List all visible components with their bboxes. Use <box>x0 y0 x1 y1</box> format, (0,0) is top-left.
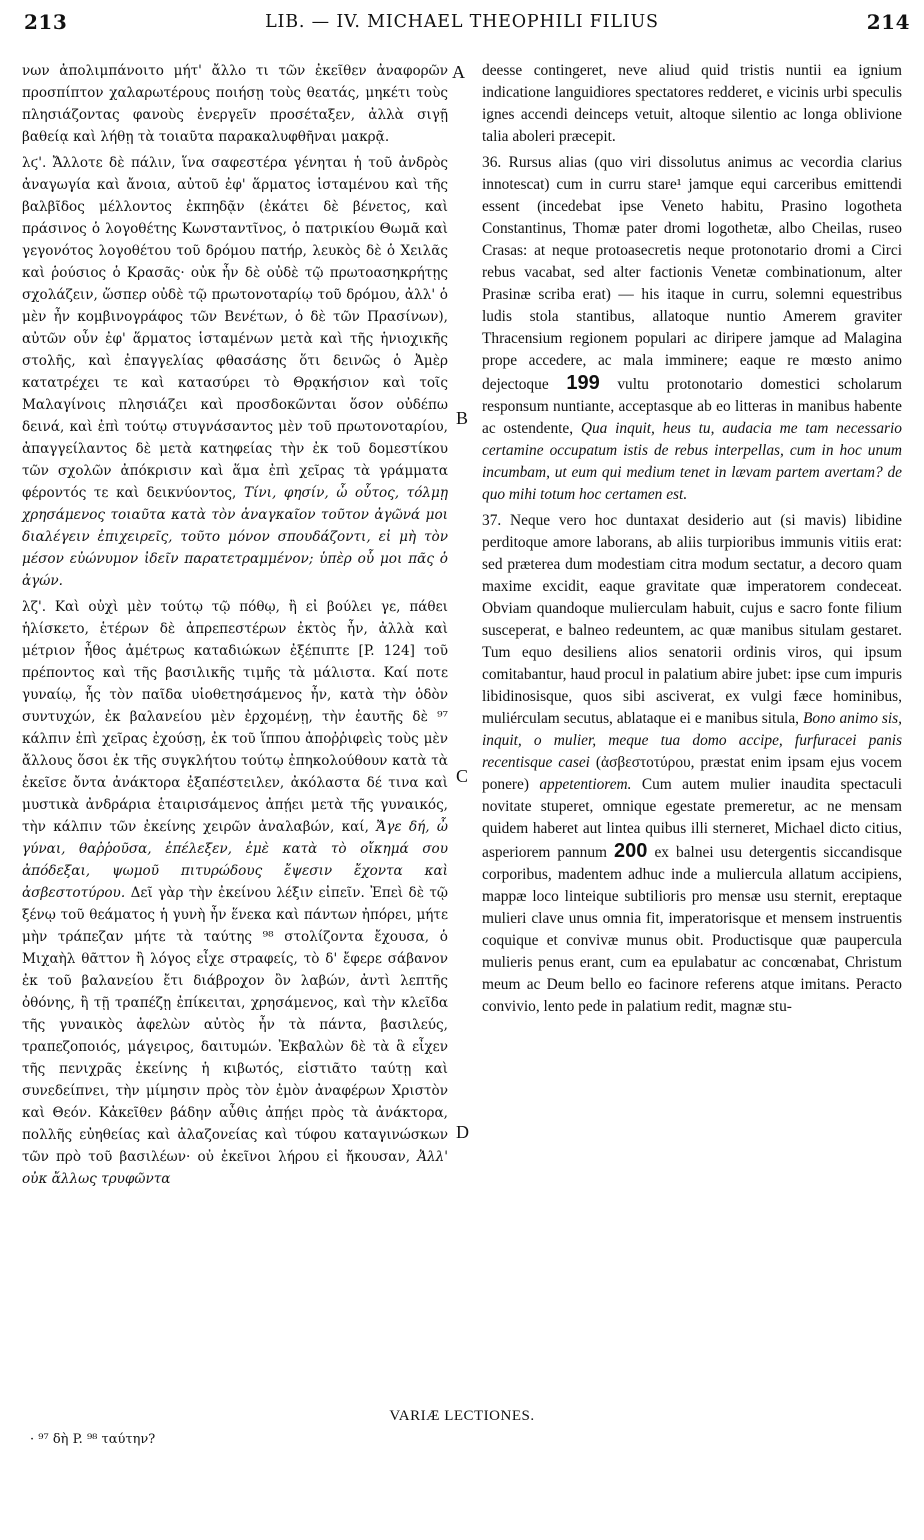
greek-paragraph-36 <box>22 152 448 592</box>
greek-speech: Τίνι, φησίν, ὦ οὗτος, τόλμῃ χρησάμενος τοιαῦτα κατὰ τὸν ἀναγκαῖον τοῦτον ἀγῶνά μοι διαλέγειν ἐπιχειρεῖς, τοῦτο μόνον σπουδάζοντι, εἰ μὴ τὸν μέσον εὐώνυμον ἰδεῖν παρατετραμμένον; ὑπὲρ οὗ μοι πᾶς ὁ ἀγών. <box>22 485 448 589</box>
page-number-left: 213 <box>24 10 68 34</box>
greek-paragraph-37 <box>22 596 448 1190</box>
margin-letter-b: B <box>456 408 469 428</box>
latin-speech: Bono animo sis, inquit, o mulier, meque tua domo accipe, furfuracei panis recentisque casei <box>482 710 902 771</box>
greek-column <box>22 60 448 1190</box>
latin-text: 37. Neque vero hoc duntaxat desiderio aut (si mavis) libidine perditoque amore laborans, ab aliis turpioribus immunis vitiis erat: sed præterea dum modestiam citra modum sectatur, a decoro quam maxime excidit, eaque gravitate quæ imperatorem condeceat. Obviam quandoque mulierculam habuit, cujus e sacro fonte filium susceperat, e balneo redeuntem, ac quæ manibus situlam gestaret. Tum equo desiliens alios senatorii ordinis viros, qui ipsum comitabantur, haud procul in palatium abire jubet: ipse cum impuris libidinosisque, quos sibi asciverat, ex vulgi fæce hominibus, muliérculam secutus, ablataque ei e manibus situla, <box>482 512 902 727</box>
latin-speech: Qua inquit, heus tu, audacia me tam necessario certamine occupatum istis de rebus interpellas, cum in hoc unum incumbam, ut eum qui medium tenet in lævam partem avertam? de quo mihi totum hoc certamen est. <box>482 420 902 503</box>
margin-letter-c: C <box>456 766 469 786</box>
greek-paragraph-1: νων ἀπολιμπάνοιτο μήτ' ἄλλο τι τῶν ἐκεῖθεν ἀναφορῶν προσπίπτον χαλαρωτέρους ποιήσῃ τοὺς θεατάς, μηκέτι τοὺς πλησιάζοντας φανοὺς ἐνεργεῖν προσέταξεν, ἀλλὰ σιγῇ βαθείᾳ καὶ λήθῃ τὰ τοιαῦτα παρακαλυφθῆναι μακρᾷ. <box>22 63 448 145</box>
page-number-right: 214 <box>866 10 910 34</box>
margin-letter-d: D <box>456 1122 469 1142</box>
latin-speech: appetentiorem. <box>539 776 632 793</box>
latin-text: Cum autem mulier inaudita spectaculi novitate stuperet, omnique egestate premeretur, ac ne mensam quidem haberet aut lintea quibus illi sterneret, Michael dicto citius, asperiorem pannum <box>482 776 902 861</box>
greek-speech: Ἀλλ' οὐκ ἄλλως τρυφῶντα <box>22 1149 448 1187</box>
variae-lectiones-heading: VARIÆ LECTIONES. <box>389 1408 535 1424</box>
greek-text: λϛ'. Ἄλλοτε δὲ πάλιν, ἵνα σαφεστέρα γένηται ἡ τοῦ ἀνδρὸς ἀναγωγία καὶ ἄνοια, αὐτοῦ ἐφ' ἅρματος ἱσταμένου καὶ τῆς βαλβῖδος μέλλοντος ἐκπηδᾷν (ἐκάτει δὲ βένετος, καὶ πράσινος ὁ λογοθέτης Κωνσταντῖνος, ὁ πατρικίου Θωμᾶ καὶ γεγονότος λογοθέτου τοῦ δρόμου πατήρ, λευκὸς δὲ ὁ Χειλᾶς καὶ ῥούσιος ὁ Κρασᾶς· οὐκ ἦν δὲ οὐδὲ τῷ πρωτοασηκρήτῃς σχολάζειν, ὥσπερ οὐδὲ τῷ πρωτονοταρίῳ τοῦ δρόμου, ἀλλ' ὁ μὲν ἦν κομβινογράφος τῶν Βενέτων, ὁ δὲ τῶν Πρασίνων), αὐτῶν οὖν ἐφ' ἅρματος ἱσταμένων μετὰ καὶ τῆς ἡνιοχικῆς στολῆς, καὶ ἐπαγγελίας φθασάσης ὅτι δεινῶς ὁ Ἀμὲρ κατατρέχει τε καὶ κατασύρει τὸ Θρᾳκήσιον καὶ τοῖς Μαλαγίνοις πλησιάζει καὶ προσδοκῶνται ὅσον οὐδέπω δεινά, καὶ ἐπὶ τούτῳ στυγνάσαντος μὲν τοῦ πρωτονοταρίου, ἀπαγγείλαντος δὲ μετὰ κατηφείας τὴν ἐκ τοῦ δομεστίκου τῶν σχολῶν ἀπόκρισιν καὶ ἅμα ἐπὶ χεῖρας τὰ γράμματα φέροντός τε καὶ δεικνύοντος, <box>22 155 448 501</box>
latin-text: 36. Rursus alias (quo viri dissolutus animus ac vecordia clarius innotescat) cum in curru stare¹ jamque equi carceribus emittendi essent (incedebat ipse Veneto habitu, Prasino logotheta Constantinus, Thomæ pater dromi logothetæ, albo Cheilas, ruseo Crasas: at neque protoasecretis neque protonotario dromi a Circi rebus vacabat, sed alter factionis Venetæ combinationum, alter Prasinæ scriba erat) — his itaque in curru, solemni equestribus ludis stola stantibus, allatoque nuntio Amerem graviter Thracensium regionem populari ac diripere jamque ad Malagina prope accedere, ac mala imminere; eaque re mœsto animo dejectoque <box>482 154 902 393</box>
greek-speech: Ἄγε δή, ὦ γύναι, θαῤῥοῦσα, ἐπέλεξεν, ἐμὲ κατὰ τὸ οἴκημά σου ἀπόδεξαι, ψωμοῦ πιτυρώδους ἔψεσιν ἔχοντα καὶ ἀσβεστοτύρου. <box>22 819 449 901</box>
page-header <box>0 10 924 50</box>
latin-text: (ἀσβεστοτύρου, præstat enim ipsam ejus vocem ponere) <box>482 754 903 793</box>
latin-text: vultu protonotario domestici scholarum responsum nuntiante, acceptasque ab eo litteras in manibus habente ac ostendente, <box>482 376 902 437</box>
greek-text: Δεῖ γὰρ τὴν ἐκείνου λέξιν εἰπεῖν. Ἐπεὶ δὲ τῷ ξένῳ τοῦ θεάματος ἡ γυνὴ ἦν ἕνεκα καὶ πάντων ἠπόρει, μήτε μὴν τράπεζαν μήτε τὰ ταύτης ⁹⁸ στολίζοντα ἔχουσα, ὁ Μιχαὴλ θᾶττον ἢ λόγος εἶχε στραφείς, τὸ δ' ἔφερε σάβανον ἐκ τοῦ βαλανείου ἔτι διάβροχον ὂν λαβών, ἀντὶ λεπτῆς ὀθόνης, ἢ τῇ τραπέζῃ ἐπίκειται, χρησάμενος, καὶ τὴν κλεῖδα τῆς γυναικὸς ἀφελὼν αὐτὸς ἦν τὰ πάντα, βασιλεύς, τραπεζοποιός, μάγειρος, δαιτυμών. Ἐκβαλὼν δὲ τὰ ἃ εἶχεν τῆς πενιχρᾶς ἐκείνης ἡ κιβωτός, εἱστιᾶτο ταύτῃ καὶ συνεδείπνει, τὴν μίμησιν πρὸς τὸν ἐμὸν ἀναφέρων Χριστὸν καὶ Θεόν. Κἀκεῖθεν βάδην αὖθις ἀπῄει πρὸς τὰ ἀνάκτορα, πολλῆς εὐηθείας καὶ ἀλαζονείας καὶ τύφου καταγινώσκων τῶν πρὸ τοῦ βασιλέων· οὐ ἐκεῖνοι λήρου εἰ ἤκουσαν, <box>22 885 448 1165</box>
column-number-199: 199 <box>566 372 600 394</box>
margin-letter-a: A <box>452 62 465 82</box>
footnote-variants: · ⁹⁷ δὴ P. ⁹⁸ ταύτην? <box>30 1432 156 1447</box>
latin-paragraph-37 <box>482 510 902 1018</box>
greek-text: λζ'. Καὶ οὐχὶ μὲν τούτῳ τῷ πόθῳ, ἢ εἰ βούλει γε, πάθει ἡλίσκετο, ἑτέρων δὲ ἀπρεπεστέρων ἐκτὸς ἦν, ἀλλὰ καὶ μέτριον ἦθος ἀμέτρως καταδιώκων ἐξέπιπτε [P. 124] τοῦ πρέποντος καὶ τῆς βασιλικῆς τιμῆς τὰ μάλιστα. Καί ποτε γυναίῳ, ἧς τὸν παῖδα υἱοθετησάμενος ἦν, κατὰ τὴν ὁδὸν συντυχών, ἐκ βαλανείου μὲν ἐρχομένῃ, τὴν ἑαυτῆς δὲ ⁹⁷ κάλπιν ἐπὶ χεῖρας ἐχούσῃ, ἐκ τοῦ ἵππου ἀποῤῥιφεὶς τοὺς μὲν ἄλλους ὅσοι ἐκ τῆς συγκλήτου τούτῳ ἐπηκολούθουν κατὰ τὰ ἐκεῖσε ὄντα ἀνάκτορα ἐξαπέστειλεν, ἀκόλαστα δέ τινα καὶ μυστικὰ ἀνδράρια ἑταιρισάμενος ἀπῄει μετὰ τῆς γυναικός, τὴν κάλπιν τῶν ἐκείνης χειρῶν ἀναλαβών, καί, <box>22 599 448 835</box>
latin-text: ex balnei usu detergentis siccandisque corporibus, madentem adhuc inde a muliercula allatum accipiens, mappæ loco linteique subtilioris pro mensæ usu sternit, ereptaque mulieri clave unus omnia fit, imperatorisque et mensem instruentis coquique et convivæ munus obit. Productisque quæ paupercula mulieris penus erant, cum ea epulabatur ac concœnabat, Christum meum ac Deum bello eo facinore referens atque imitans. Peracto convivio, lento pede in palatium redit, magnæ stu- <box>482 844 902 1015</box>
latin-paragraph-36 <box>482 152 902 506</box>
latin-column <box>482 60 902 1018</box>
column-number-200: 200 <box>614 840 648 862</box>
latin-paragraph-1: deesse contingeret, neve aliud quid tristis nuntii ea ignium indicatione languidiores spectatores redderet, e vicinis urbi speculis ignes accendi deinceps vetuit, altoque silentio ac longa oblivione talia aboleri præcepit. <box>482 62 902 145</box>
running-title: LIB. — IV. MICHAEL THEOPHILI FILIUS <box>265 12 659 32</box>
